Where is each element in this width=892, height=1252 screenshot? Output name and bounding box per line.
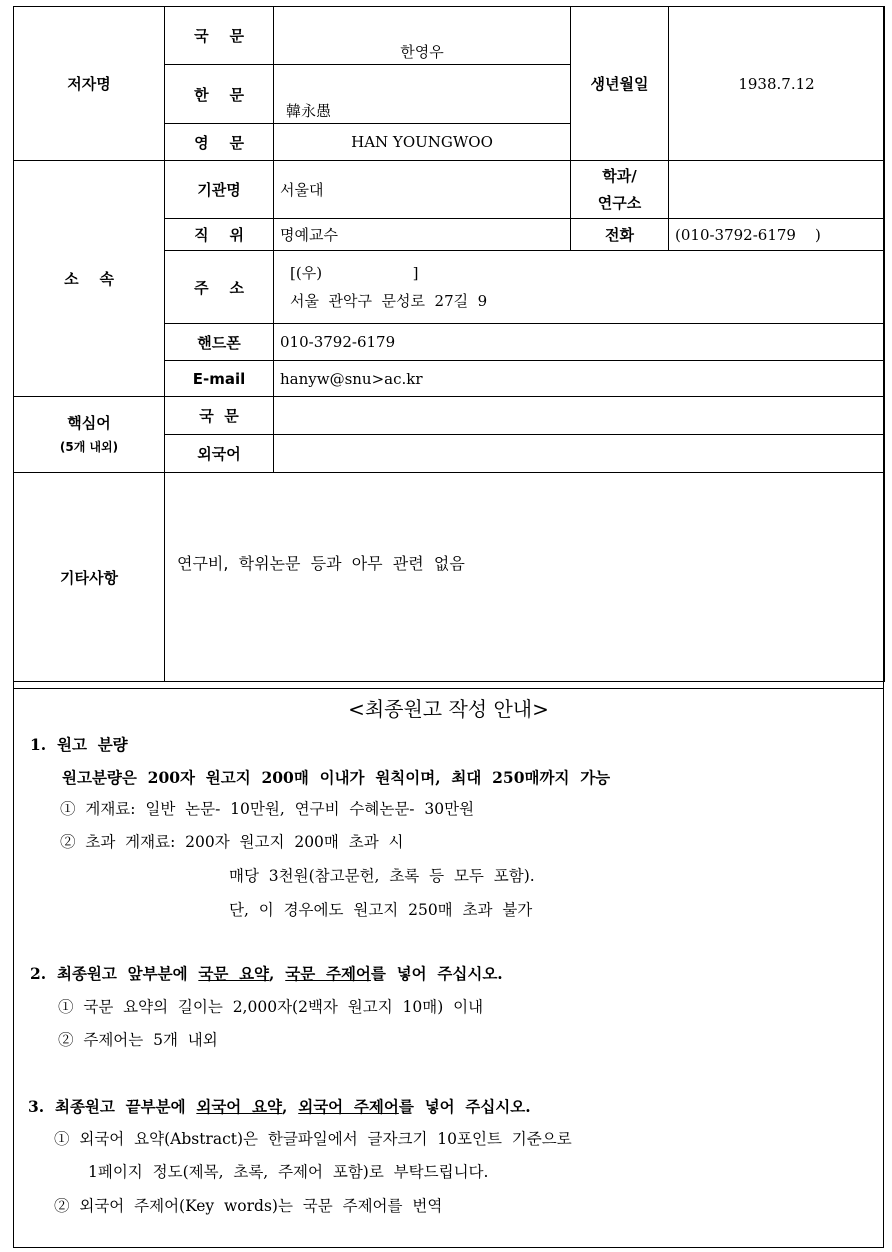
section-3-heading-pre: 3. 최종원고 끝부분에	[28, 1097, 197, 1116]
korean-name-value: 한영우	[274, 7, 571, 65]
birth-label: 생년월일	[571, 7, 669, 161]
english-name-value: HAN YOUNGWOO	[274, 124, 571, 161]
dept-label	[571, 161, 669, 219]
position-label: 직 위	[165, 219, 274, 251]
section-3-heading-post: 를 넣어 주십시오.	[398, 1097, 531, 1116]
institution-value: 서울대	[274, 161, 571, 219]
keywords-title: 핵심어	[67, 413, 111, 432]
section-3-foreign-abstract: 외국어 요약	[196, 1097, 283, 1116]
section-1-item-2: ② 초과 게재료: 200자 원고지 200매 초과 시	[60, 833, 404, 851]
keywords-sublabel: (5개 내외)	[59, 439, 119, 454]
dept-value	[669, 161, 885, 219]
section-3-heading	[28, 1095, 531, 1117]
section-1-item-2-detail: 매당 3천원(참고문헌, 초록 등 모두 포함).	[229, 867, 535, 885]
keywords-foreign-value	[274, 435, 885, 473]
etc-value: 연구비, 학위논문 등과 아무 관련 없음	[165, 473, 885, 682]
address-value	[274, 251, 885, 324]
section-2-heading-comma: ,	[269, 964, 286, 983]
english-name-label: 영 문	[165, 124, 274, 161]
phone-label: 전화	[571, 219, 669, 251]
section-2-heading	[30, 962, 503, 984]
position-value: 명예교수	[274, 219, 571, 251]
dept-label-line1: 학과/	[602, 166, 637, 185]
section-2-item-1: ① 국문 요약의 길이는 2,000자(2백자 원고지 10매) 이내	[58, 998, 484, 1016]
affiliation-label: 소 속	[14, 161, 165, 397]
mobile-label: 핸드폰	[165, 324, 274, 361]
etc-label: 기타사항	[14, 473, 165, 682]
section-3-item-1-cont: 1페이지 정도(제목, 초록, 주제어 포함)로 부탁드립니다.	[88, 1163, 489, 1181]
section-1-item-2-limit: 단, 이 경우에도 원고지 250매 초과 불가	[229, 901, 533, 919]
section-1-item-1: ① 게재료: 일반 논문- 10만원, 연구비 수혜논문- 30만원	[60, 800, 475, 818]
section-3-foreign-keywords: 외국어 주제어	[298, 1097, 399, 1116]
section-1-heading: 1. 원고 분량	[30, 735, 128, 754]
hanja-name-label: 한 문	[165, 65, 274, 124]
author-label: 저자명	[14, 7, 165, 161]
section-2-heading-post: 를 넣어 주십시오.	[370, 964, 503, 983]
section-2-item-2: ② 주제어는 5개 내외	[58, 1031, 218, 1049]
author-info-form	[13, 6, 884, 689]
guide-title: <최종원고 작성 안내>	[348, 697, 549, 721]
phone-value: (010-3792-6179 )	[669, 219, 885, 251]
street-address: 서울 관악구 문성로 27길 9	[290, 292, 488, 310]
final-manuscript-guide	[13, 688, 884, 1248]
birth-value: 1938.7.12	[669, 7, 885, 161]
mobile-value: 010-3792-6179	[274, 324, 885, 361]
section-2-korean-keywords: 국문 주제어	[285, 964, 371, 983]
postal-code: [(우) ]	[290, 264, 419, 282]
dept-label-line2: 연구소	[597, 193, 642, 212]
address-label: 주 소	[165, 251, 274, 324]
korean-name-label: 국 문	[165, 7, 274, 65]
section-1-rule: 원고분량은 200자 원고지 200매 이내가 원칙이며, 최대 250매까지 가능	[62, 768, 611, 787]
section-2-korean-abstract: 국문 요약	[198, 964, 270, 983]
keywords-label	[14, 397, 165, 473]
section-3-heading-comma: ,	[282, 1097, 299, 1116]
keywords-foreign-label: 외국어	[165, 435, 274, 473]
institution-label: 기관명	[165, 161, 274, 219]
hanja-name-value: 韓永愚	[274, 65, 571, 124]
keywords-korean-label: 국 문	[165, 397, 274, 435]
email-label: E-mail	[165, 361, 274, 397]
keywords-korean-value	[274, 397, 885, 435]
section-2-heading-pre: 2. 최종원고 앞부분에	[30, 964, 199, 983]
section-3-item-1: ① 외국어 요약(Abstract)은 한글파일에서 글자크기 10포인트 기준으로	[54, 1130, 572, 1148]
section-3-item-2: ② 외국어 주제어(Key words)는 국문 주제어를 번역	[54, 1197, 443, 1215]
author-info-table	[13, 6, 885, 682]
email-value: hanyw@snu>ac.kr	[274, 361, 885, 397]
